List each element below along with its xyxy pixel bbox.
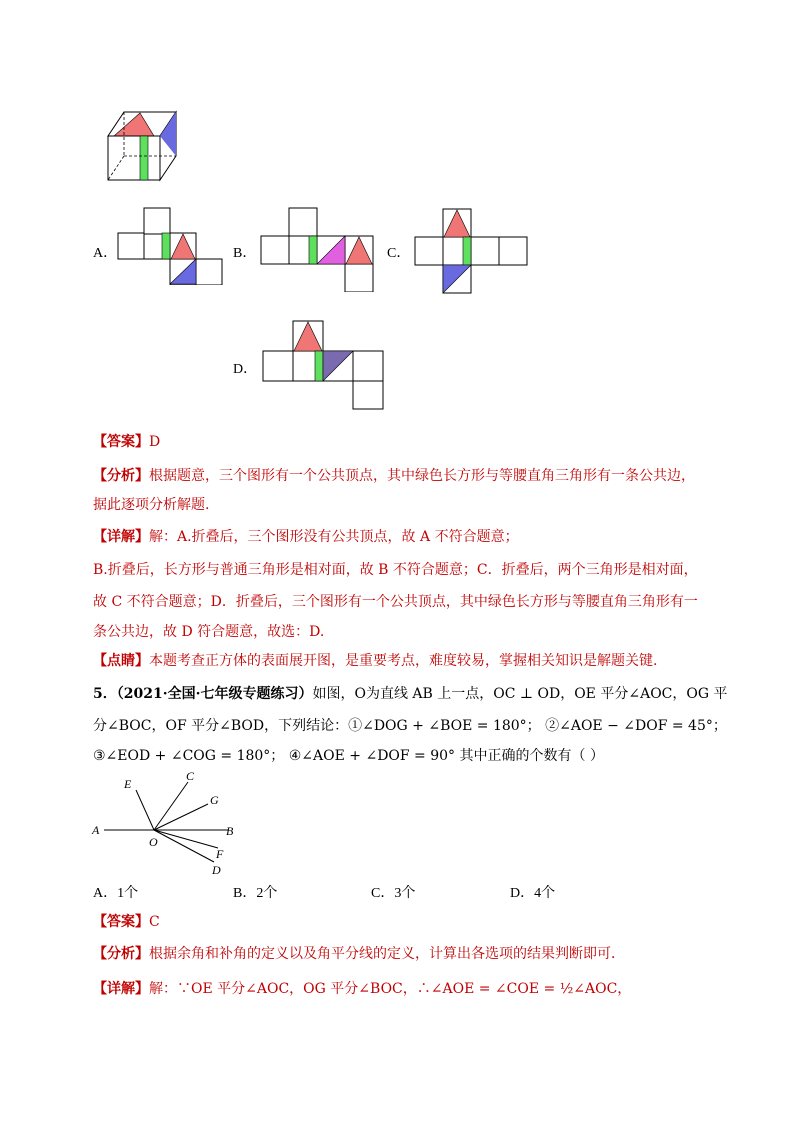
q4-comment-line bbox=[93, 651, 657, 671]
choice-b[interactable]: B．2个 bbox=[233, 886, 278, 901]
option-b-label: B． bbox=[233, 246, 257, 261]
q5-stem-line-2: 分∠BOC，OF 平分∠BOD，下列结论：①∠DOG + ∠BOE = 180°； ②∠AOE − ∠DOF = 45°； bbox=[93, 718, 727, 734]
q4-answer-line bbox=[93, 432, 160, 452]
answer-tag: 【答案】 bbox=[93, 434, 149, 450]
q4-analysis-line-1 bbox=[93, 466, 695, 486]
label-o: O bbox=[149, 835, 158, 849]
q5-answer-line bbox=[93, 912, 160, 932]
label-b: B bbox=[226, 824, 234, 838]
q4-analysis-line-2: 据此逐项分析解题. bbox=[93, 497, 210, 513]
option-d-label: D． bbox=[233, 362, 258, 377]
cube-green-strip bbox=[140, 136, 148, 180]
net-option-d bbox=[262, 320, 388, 410]
question-stem: 如图，O为直线 AB 上一点，OC ⊥ OD，OE 平分∠AOC，OG 平 bbox=[312, 686, 728, 702]
option-a-label: A． bbox=[93, 246, 118, 261]
answer-tag: 【答案】 bbox=[93, 914, 149, 930]
option-c-label: C． bbox=[387, 246, 411, 261]
label-d: D bbox=[212, 863, 221, 877]
q5-stem-line-1 bbox=[93, 684, 728, 704]
q4-detail-line-4: 条公共边，故 D 符合题意，故选：D. bbox=[93, 624, 325, 640]
label-c: C bbox=[186, 769, 195, 783]
choice-c[interactable]: C．3个 bbox=[371, 886, 416, 901]
label-a: A bbox=[92, 823, 100, 837]
angle-figure bbox=[88, 768, 248, 880]
answer-value: C bbox=[149, 914, 160, 930]
choice-d[interactable]: D．4个 bbox=[510, 886, 556, 901]
analysis-text: 根据余角和补角的定义以及角平分线的定义，计算出各选项的结果判断即可． bbox=[149, 946, 625, 962]
comment-tag: 【点睛】 bbox=[93, 653, 149, 669]
detail-tag: 【详解】 bbox=[93, 529, 149, 545]
q4-detail-line-3: 故 C 不符合题意；D．折叠后，三个图形有一个公共顶点，其中绿色长方形与等腰直角三角形有一 bbox=[93, 594, 698, 610]
choice-a[interactable]: A．1个 bbox=[93, 886, 139, 901]
analysis-text: 根据题意，三个图形有一个公共顶点，其中绿色长方形与等腰直角三角形有一条公共边， bbox=[149, 468, 695, 484]
net-option-c bbox=[414, 208, 530, 294]
label-f: F bbox=[216, 847, 224, 861]
cube-figure bbox=[100, 108, 184, 184]
q4-detail-line-2: B.折叠后，长方形与普通三角形是相对面，故 B 不符合题意；C．折叠后，两个三角形是相对面， bbox=[93, 562, 698, 578]
question-source: （2021·全国·七年级专题练习） bbox=[116, 686, 313, 702]
q4-detail-line-1 bbox=[93, 527, 519, 547]
answer-value: D bbox=[149, 434, 161, 450]
net-option-a bbox=[117, 207, 223, 285]
detail-text: 解：A.折叠后，三个图形没有公共顶点，故 A 不符合题意； bbox=[149, 529, 519, 545]
question-number: 5． bbox=[93, 686, 117, 702]
comment-text: 本题考查正方体的表面展开图，是重要考点，难度较易，掌握相关知识是解题关键. bbox=[149, 653, 658, 669]
net-option-b bbox=[260, 207, 374, 292]
q5-detail-line bbox=[93, 979, 631, 999]
label-e: E bbox=[124, 777, 132, 791]
analysis-tag: 【分析】 bbox=[93, 468, 149, 484]
label-g: G bbox=[210, 793, 219, 807]
detail-text: 解：∵OE 平分∠AOC，OG 平分∠BOC，∴∠AOE = ∠COE = ½∠AOC， bbox=[149, 981, 632, 997]
q5-analysis-line bbox=[93, 944, 625, 964]
analysis-tag: 【分析】 bbox=[93, 946, 149, 962]
detail-tag: 【详解】 bbox=[93, 981, 149, 997]
q5-stem-line-3: ③∠EOD + ∠COG = 180°； ④∠AOE + ∠DOF = 90° 其中正确的个数有（ ） bbox=[93, 748, 604, 764]
